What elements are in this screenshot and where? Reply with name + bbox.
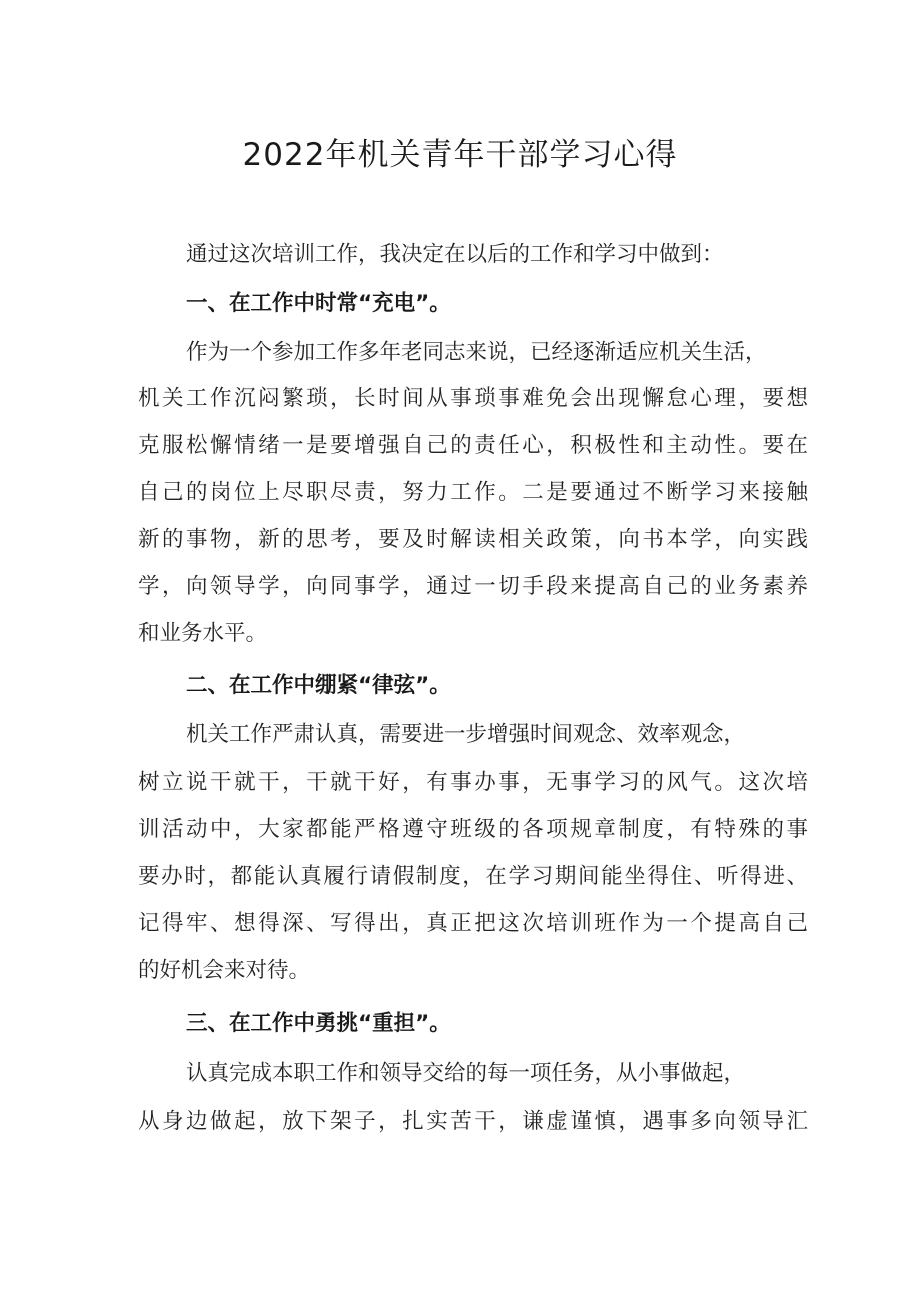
paragraph-line: 的好机会来对待。 xyxy=(138,958,311,983)
section-heading-2: 二、在工作中绷紧“律弦”。 xyxy=(186,673,451,698)
paragraph-line: 新的事物，新的思考，要及时解读相关政策，向书本学，向实践 xyxy=(138,527,808,552)
paragraph-line: 学，向领导学，向同事学，通过一切手段来提高自己的业务素养 xyxy=(138,574,808,599)
paragraph-line: 训活动中，大家都能严格遵守班级的各项规章制度，有特殊的事 xyxy=(138,817,808,842)
intro-paragraph: 通过这次培训工作，我决定在以后的工作和学习中做到： xyxy=(186,242,724,267)
paragraph-line: 作为一个参加工作多年老同志来说，已经逐渐适应机关生活， xyxy=(186,340,767,365)
paragraph-line: 记得牢、想得深、写得出，真正把这次培训班作为一个提高自己 xyxy=(138,911,808,936)
paragraph-line: 机关工作沉闷繁琐，长时间从事琐事难免会出现懈怠心理，要想 xyxy=(138,386,808,411)
paragraph-line: 和业务水平。 xyxy=(138,621,268,646)
document-title: 2022年机关青年干部学习心得 xyxy=(242,137,678,173)
section-heading-3: 三、在工作中勇挑“重担”。 xyxy=(186,1011,451,1036)
paragraph-line: 自己的岗位上尽职尽责，努力工作。二是要通过不断学习来接触 xyxy=(138,480,808,505)
paragraph-line: 要办时，都能认真履行请假制度，在学习期间能坐得住、听得进、 xyxy=(138,864,808,889)
paragraph-line: 认真完成本职工作和领导交给的每一项任务，从小事做起， xyxy=(186,1061,746,1086)
paragraph-line: 树立说干就干，干就干好，有事办事，无事学习的风气。这次培 xyxy=(138,770,808,795)
section-heading-1: 一、在工作中时常“充电”。 xyxy=(186,291,451,316)
paragraph-line: 克服松懈情绪一是要增强自己的责任心，积极性和主动性。要在 xyxy=(138,433,808,458)
paragraph-line: 机关工作严肃认真，需要进一步增强时间观念、效率观念， xyxy=(186,722,746,747)
paragraph-line: 从身边做起，放下架子，扎实苦干，谦虚谨慎，遇事多向领导汇 xyxy=(138,1109,808,1134)
